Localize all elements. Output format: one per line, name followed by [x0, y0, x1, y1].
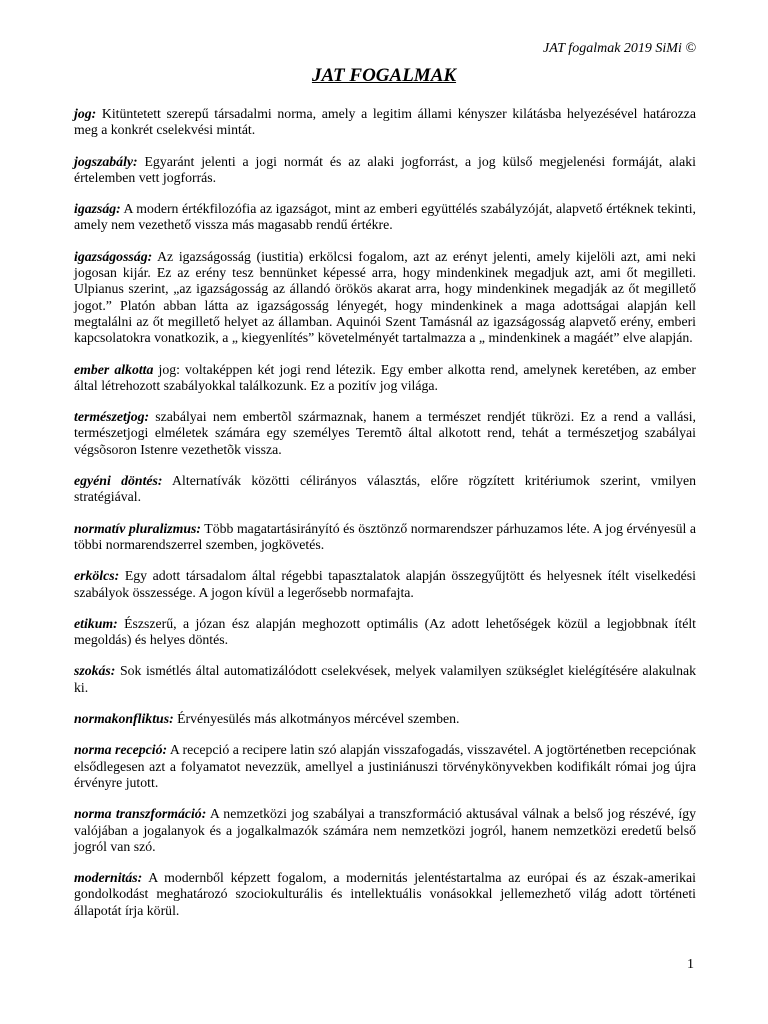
- glossary-entry: [74, 201, 696, 234]
- glossary-entry: [74, 249, 696, 347]
- glossary-entry: [74, 409, 696, 458]
- entry-term: erkölcs:: [74, 568, 120, 584]
- entry-definition: Kitüntetett szerepű társadalmi norma, amely a legitim állami kényszer kilátásba helyezésével határozza meg a konkrét cselekvési mintát.: [74, 106, 696, 138]
- entry-definition: A recepció a recipere latin szó alapján visszafogadás, visszavétel. A jogtörténetben recepciónak elsődlegesen azt a folyamatot nevezzük, amellyel a justiniánuszi törvénykönyvekben kodifikált római jog újra érvényre jutott.: [74, 742, 697, 790]
- entry-term: jogszabály:: [74, 153, 138, 169]
- entry-definition: Több magatartásirányító és ösztönző normarendszer párhuzamos léte. A jog érvényesül a többi normarendszerrel szemben, jogkövetés.: [74, 520, 696, 552]
- entry-definition: Észszerű, a józan ész alapján meghozott optimális (Az adott lehetőségek közül a legjobbnak ítélt megoldás) és helyes döntés.: [74, 615, 696, 648]
- glossary-entry: [74, 106, 696, 139]
- entry-term: szokás:: [74, 663, 116, 679]
- entry-definition: Egy adott társadalom által régebbi tapasztalatok alapján összegyűjtött és helyesnek ítélt viselkedési szabályok összessége. A jogon kívül a legerősebb normafajta.: [74, 568, 696, 600]
- entry-definition: Alternatívák közötti célirányos választás, előre rögzített kritériumok szerint, vmilyen stratégiával.: [74, 473, 696, 505]
- glossary-entry: [74, 473, 696, 506]
- entry-term: ember alkotta: [74, 361, 154, 377]
- entry-term: normatív pluralizmus:: [74, 520, 201, 536]
- entry-definition: : voltaképpen két jogi rend létezik. Egy ember alkotta rend, amelynek keretében, az ember által létrehozott szabályokkal találkozunk. Ez a pozitív jog világa.: [74, 361, 696, 393]
- glossary-entry: [74, 870, 696, 919]
- entry-definition: Egyaránt jelenti a jogi normát és az alaki jogforrást, a jog külső megjelenési formáját, alaki értelemben vett jogforrás.: [74, 153, 696, 185]
- entry-definition: A modernből képzett fogalom, a modernitás jelentéstartalma az európai és az észak-amerikai gondolkodást meghatározó szociokulturális és intellektuális vonásokkal jellemezhető világ adott történeti állapotát írja körül.: [74, 870, 696, 918]
- entry-definition: A modern értékfilozófia az igazságot, mint az emberi együttélés szabályzóját, alapvető értéknek tekinti, amely nem vezethető vissza más magasabb rendű értékre.: [74, 201, 696, 233]
- running-header: JAT fogalmak 2019 SiMi ©: [543, 41, 696, 56]
- glossary-entry: [74, 663, 696, 696]
- glossary-entry: [74, 568, 696, 601]
- entry-term-suffix: jog: [153, 361, 177, 377]
- entry-definition: A nemzetközi jog szabályai a transzformáció aktusával válnak a belső jog részévé, így valójában a jogalanyok és a jogalkalmazók számára nem nemzetközi jogról, hanem nemzetközi eredetű belső jogról van szó.: [74, 806, 696, 854]
- glossary-list: [74, 106, 696, 934]
- glossary-entry: [74, 154, 696, 187]
- entry-term: igazságosság:: [74, 248, 153, 264]
- entry-definition: Érvényesülés más alkotmányos mércével szemben.: [173, 711, 460, 727]
- glossary-entry: [74, 616, 696, 649]
- glossary-entry: [74, 711, 696, 727]
- entry-definition: Sok ismétlés által automatizálódott cselekvések, melyek valamilyen szükséglet kielégítésére alakulnak ki.: [74, 663, 696, 695]
- entry-term: norma recepció:: [74, 742, 168, 758]
- entry-term: jog:: [74, 106, 97, 121]
- entry-definition: Az igazságosság (iustitia) erkölcsi fogalom, azt az erényt jelenti, amely kijelöli azt, ami neki jogosan kijár. Ez az erény tesz bennünket képessé arra, hogy mindenkinek megadjuk azt, ami őt megilleti. Ulpianus szerint, „az igazságosság az állandó örökös akarat arra, hogy mindenkinek megadják az őt megillető jogot.” Platón abban látta az igazságosság lényegét, hogy mindenkinek a maga adottságai alapján kell megtalálni az őt megillető helyet az államban. Aquinói Szent Tamásnál az igazságosság alapvető erény, emberi kapcsolatokra vonatkozik, a „ kiegyenlítés” követelményét tartalmazza a „ mindenkinek a magáét” elve alapján.: [74, 248, 696, 346]
- entry-term: egyéni döntés:: [74, 473, 163, 489]
- entry-term: természetjog:: [74, 409, 150, 425]
- entry-term: igazság:: [74, 201, 121, 217]
- document-title: JAT FOGALMAK: [311, 65, 457, 86]
- entry-term: etikum:: [74, 615, 118, 631]
- entry-term: norma transzformáció:: [74, 806, 207, 822]
- glossary-entry: [74, 521, 696, 554]
- page-number: 1: [687, 957, 694, 972]
- glossary-entry: [74, 362, 696, 395]
- glossary-entry: [74, 742, 696, 791]
- entry-definition: szabályai nem embertõl származnak, hanem a természet rendjét tükrözi. Ez a rend a vallási, természetjogi elméletek számára egy személyes Teremtõ által alkotott rend, tehát a természetjog szabályai végsõsoron Istenre vezethetõk vissza.: [74, 409, 696, 457]
- entry-term: normakonfliktus:: [74, 711, 174, 727]
- glossary-entry: [74, 806, 696, 855]
- entry-term: modernitás:: [74, 870, 143, 886]
